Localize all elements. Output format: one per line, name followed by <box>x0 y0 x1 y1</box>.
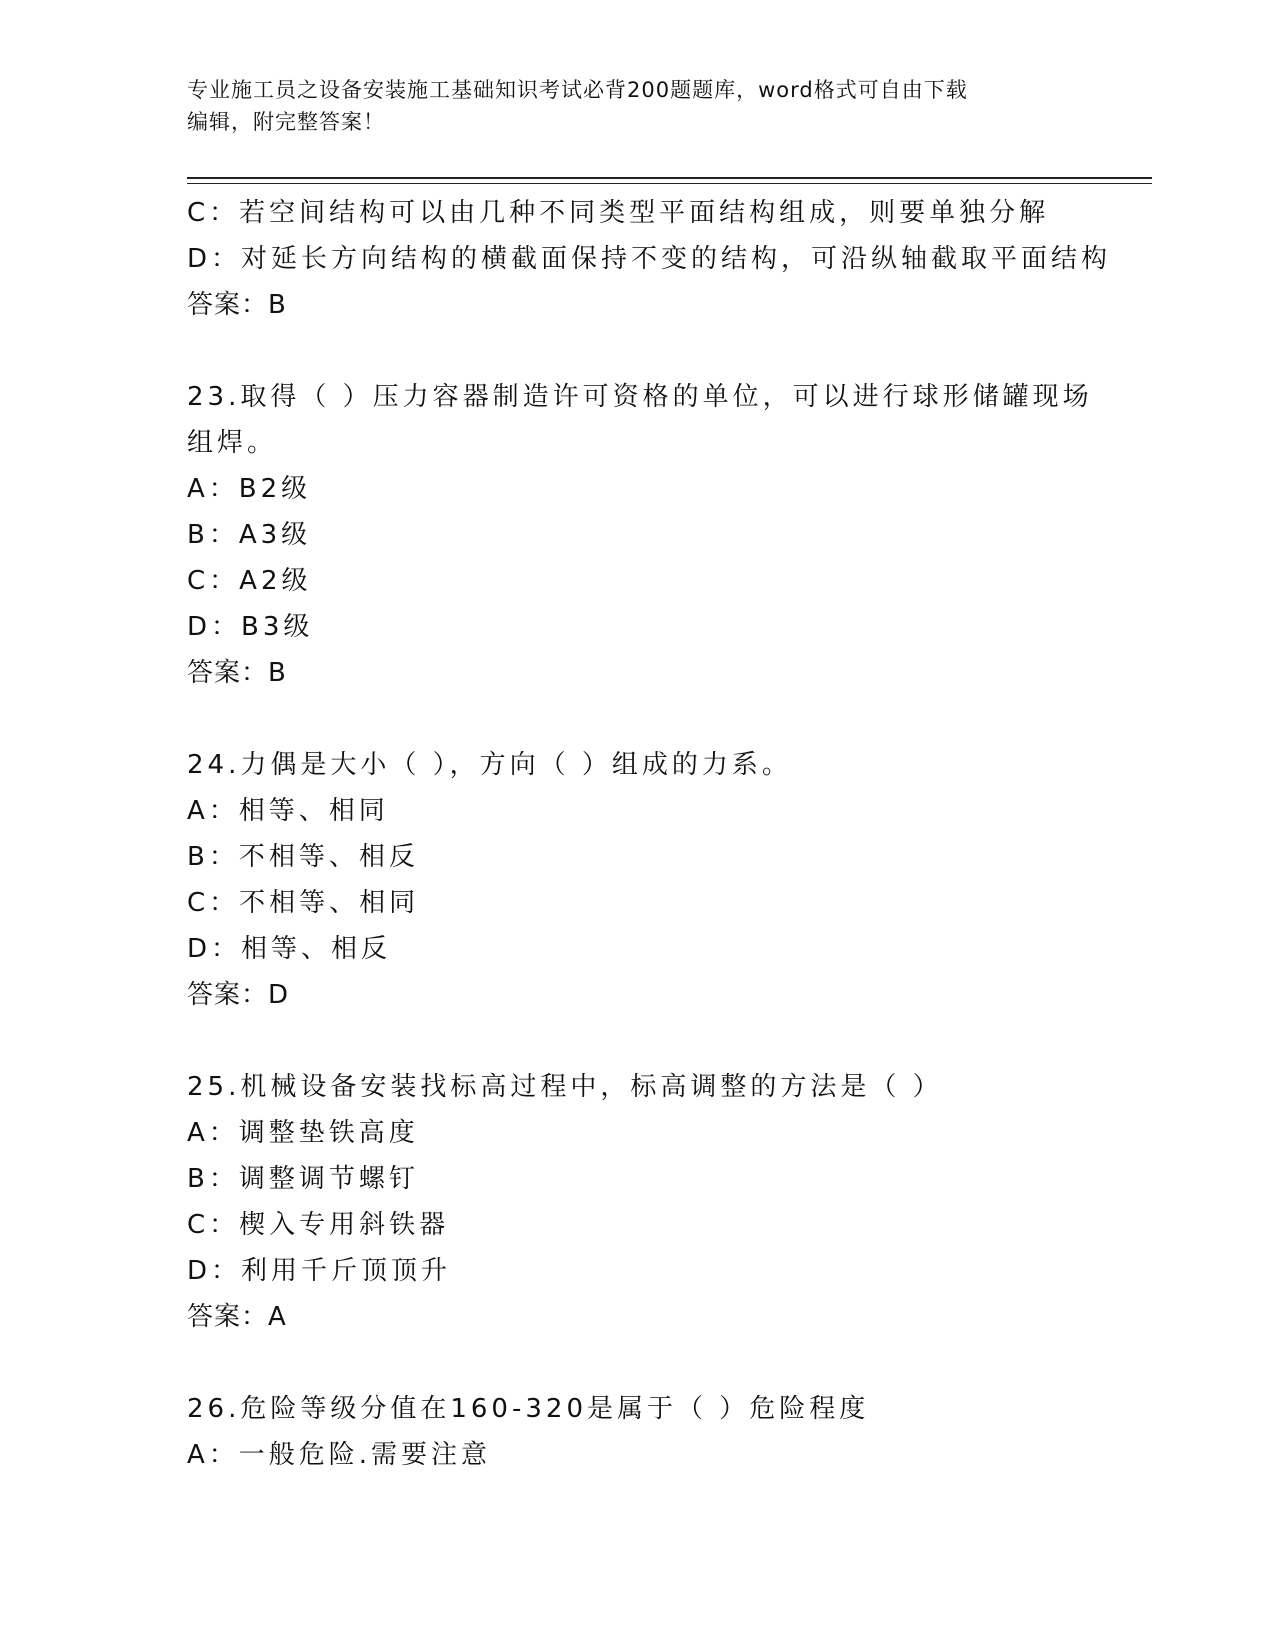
answer-line: 答案：B <box>187 658 287 688</box>
question-stem: 26.危险等级分值在160-320是属于（ ）危险程度 <box>187 1394 870 1424</box>
option-a: A：相等、相同 <box>187 796 389 826</box>
header-line-2: 编辑，附完整答案！ <box>187 110 385 134</box>
option-a: A：B2级 <box>187 474 312 504</box>
question-stem-continued: 组焊。 <box>187 428 278 458</box>
option-b: B：调整调节螺钉 <box>187 1164 419 1194</box>
option-d: D：利用千斤顶顶升 <box>187 1256 452 1286</box>
option-a: A：一般危险.需要注意 <box>187 1440 492 1470</box>
option-c: C：A2级 <box>187 566 312 596</box>
option-b: B：不相等、相反 <box>187 842 419 872</box>
answer-line: 答案：B <box>187 290 287 320</box>
option-d: D：对延长方向结构的横截面保持不变的结构，可沿纵轴截取平面结构 <box>187 244 1112 274</box>
header-divider-thin <box>187 183 1152 184</box>
option-b: B：A3级 <box>187 520 312 550</box>
option-c: C：楔入专用斜铁器 <box>187 1210 450 1240</box>
option-d: D：B3级 <box>187 612 314 642</box>
question-list <box>187 190 1112 1478</box>
document-header <box>187 74 1087 138</box>
question-24 <box>187 742 1087 1018</box>
question-23 <box>187 374 1093 696</box>
answer-line: 答案：A <box>187 1302 287 1332</box>
question-25 <box>187 1064 1087 1340</box>
header-divider-thick <box>187 177 1152 179</box>
option-c: C：不相等、相同 <box>187 888 420 918</box>
question-stem: 23.取得（ ）压力容器制造许可资格的单位，可以进行球形储罐现场 <box>187 382 1093 412</box>
question-stem: 24.力偶是大小（ ），方向（ ）组成的力系。 <box>187 750 792 780</box>
option-a: A：调整垫铁高度 <box>187 1118 419 1148</box>
option-c: C：若空间结构可以由几种不同类型平面结构组成，则要单独分解 <box>187 198 1050 228</box>
option-d: D：相等、相反 <box>187 934 392 964</box>
question-stem: 25.机械设备安装找标高过程中，标高调整的方法是（ ） <box>187 1072 943 1102</box>
answer-line: 答案：D <box>187 980 290 1010</box>
question-22-tail <box>187 190 1112 328</box>
question-26 <box>187 1386 1087 1478</box>
header-line-1: 专业施工员之设备安装施工基础知识考试必背200题题库，word格式可自由下载 <box>187 78 968 102</box>
